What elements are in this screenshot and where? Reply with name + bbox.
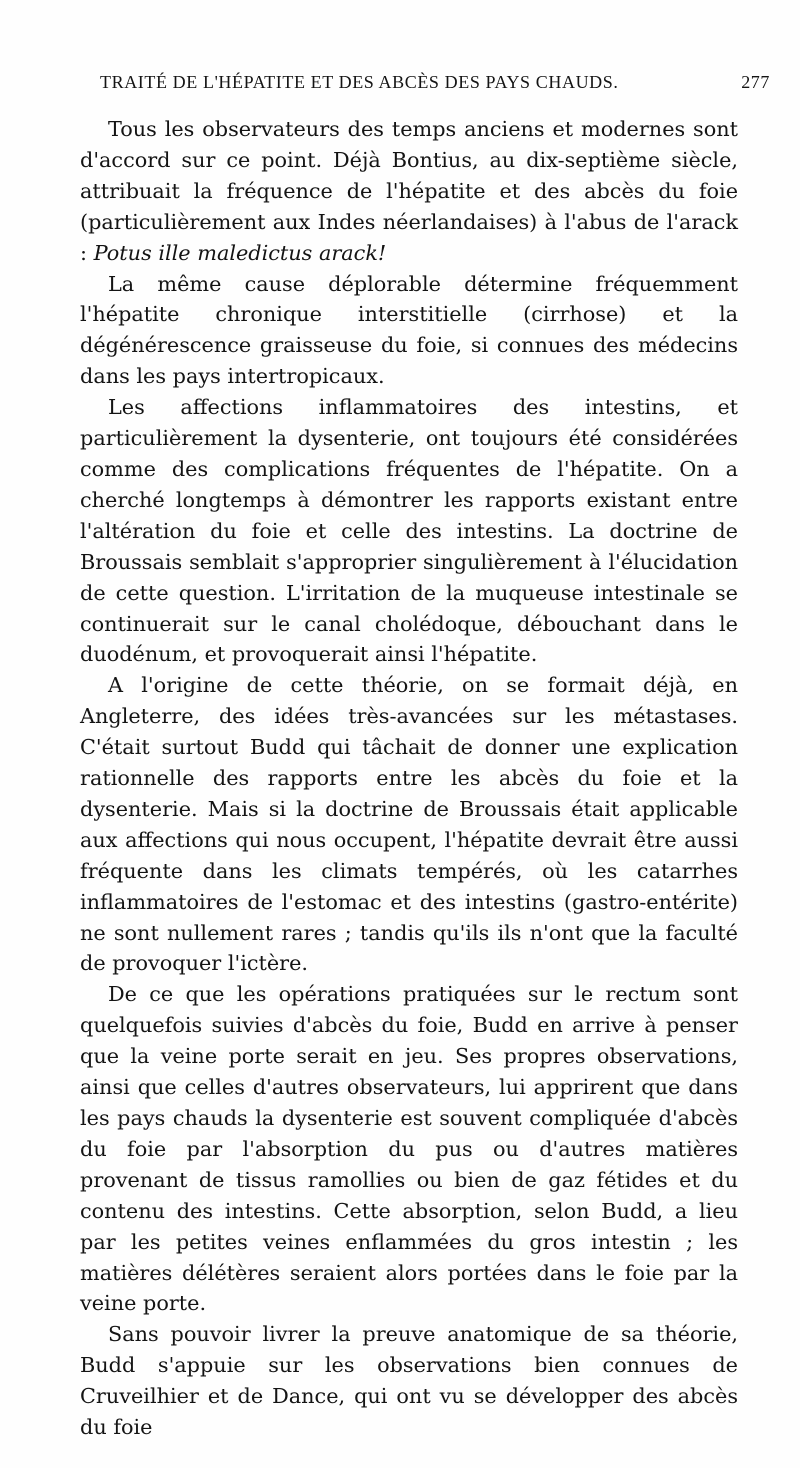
paragraph: Sans pouvoir livrer la preuve anatomique de sa théorie, Budd s'appuie sur les observations bien connues de Cruveilhier et de Dance, qui ont vu se développer des abcès du foie — [80, 1322, 738, 1440]
paragraph-text: Tous les observateurs des temps anciens et modernes sont d'accord sur ce point. Déjà Bontius, au dix-septième siècle, attribuait la fréquence de l'hépatite et des abcès du foie (particulièrement aux Indes néerlandaises) à l'abus de l'arack : — [80, 117, 738, 265]
paragraph: A l'origine de cette théorie, on se formait déjà, en Angleterre, des idées très-avancées sur les métastases. C'était surtout Budd qui tâchait de donner une explication rationnelle des rapports entre les abcès du foie et la dysenterie. Mais si la doctrine de Broussais était applicable aux affections qui nous occupent, l'hépatite devrait être aussi fréquente dans les climats tempérés, où les catarrhes inflammatoires de l'estomac et des intestins (gastro-entérite) ne sont nullement rares ; tandis qu'ils ils n'ont que la faculté de provoquer l'ictère. — [80, 673, 738, 976]
running-title: TRAITÉ DE L'HÉPATITE ET DES ABCÈS DES PAYS CHAUDS. — [100, 72, 619, 92]
paragraph: La même cause déplorable détermine fréquemment l'hépatite chronique interstitielle (cirrhose) et la dégénérescence graisseuse du foie, si connues des médecins dans les pays intertropicaux. — [80, 271, 738, 389]
page-number: 277 — [741, 72, 770, 92]
running-header — [90, 72, 770, 102]
paragraph: Les affections inflammatoires des intestins, et particulièrement la dysenterie, ont toujours été considérées comme des complications fréquentes de l'hépatite. On a cherché longtemps à démontrer les rapports existant entre l'altération du foie et celle des intestins. La doctrine de Broussais semblait s'approprier singulièrement à l'élucidation de cette question. L'irritation de la muqueuse intestinale se continuerait sur le canal cholédoque, débouchant dans le duodénum, et provoquerait ainsi l'hépatite. — [80, 395, 738, 667]
page-body — [80, 114, 738, 1443]
paragraph — [80, 114, 738, 269]
latin-quote: Potus ille maledictus arack! — [93, 240, 387, 265]
paragraph: De ce que les opérations pratiquées sur le rectum sont quelquefois suivies d'abcès du foie, Budd en arrive à penser que la veine porte serait en jeu. Ses propres observations, ainsi que celles d'autres observateurs, lui apprirent que dans les pays chauds la dysenterie est souvent compliquée d'abcès du foie par l'absorption du pus ou d'autres matières provenant de tissus ramollies ou bien de gaz fétides et du contenu des intestins. Cette absorption, selon Budd, a lieu par les petites veines enflammées du gros intestin ; les matières délétères seraient alors portées dans le foie par la veine porte. — [80, 982, 738, 1316]
